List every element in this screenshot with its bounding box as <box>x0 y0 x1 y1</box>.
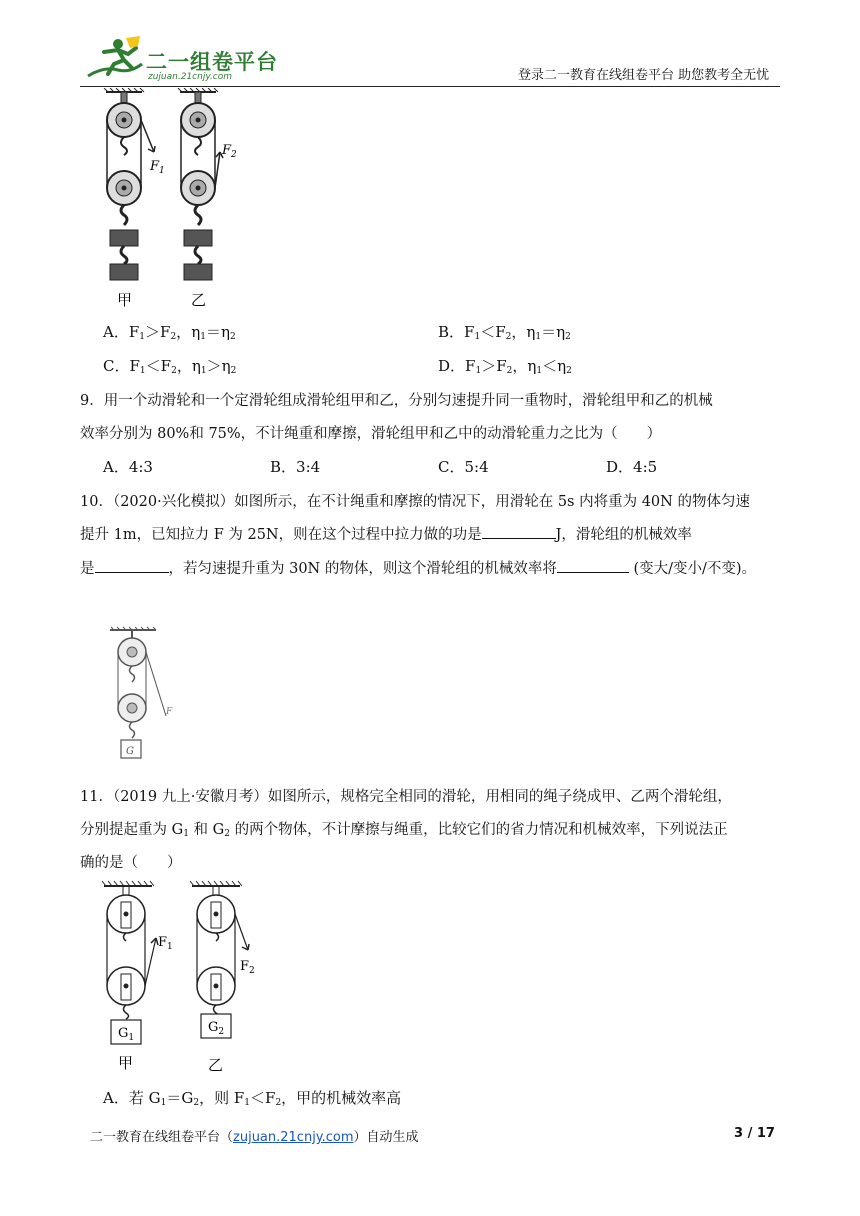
q9-option-a[interactable]: A．4:3 <box>103 458 153 476</box>
q11-stem-line-1: 11．（2019 九上·安徽月考）如图所示，规格完全相同的滑轮，用相同的绳子绕成甲、乙两个滑轮组， <box>80 789 732 805</box>
header-divider <box>80 86 780 87</box>
q11-fig-force-f1: $F_1$ <box>158 935 173 952</box>
q9-stem-line-1: 9．用一个动滑轮和一个定滑轮组成滑轮组甲和乙，分别匀速提升同一重物时，滑轮组甲和乙的机械 <box>80 393 713 409</box>
logo-title: 二一组卷平台 <box>146 50 278 74</box>
fig1-force-f1: $F_1$ <box>150 159 165 176</box>
pulley-figure-q10 <box>106 626 186 764</box>
fig1-force-f2: $F_2$ <box>222 143 237 160</box>
fig1-label-yi: 乙 <box>191 291 207 309</box>
q11-fig-label-jia: 甲 <box>118 1054 134 1072</box>
q11-stem-line-2: 分别提起重为 $G_1$ 和 $G_2$ 的两个物体，不计摩擦与绳重，比较它们的省力情况和机械效率，下列说法正 <box>80 822 728 839</box>
q10-blank-efficiency[interactable] <box>95 558 169 573</box>
q8-option-a[interactable]: A．$F_1>F_2$，$\eta_1=\eta_2$ <box>103 323 236 342</box>
header-slogan: 登录二一教育在线组卷平台 助您教考全无忧 <box>518 68 770 83</box>
q8-option-c[interactable]: C．$F_1<F_2$，$\eta_1>\eta_2$ <box>103 357 237 376</box>
q10-fig-weight: G <box>126 746 134 757</box>
header <box>0 0 860 90</box>
footer-source: 二一教育在线组卷平台（zujuan.21cnjy.com）自动生成 <box>90 1130 419 1145</box>
q9-stem-line-2: 效率分别为 80%和 75%，不计绳重和摩擦，滑轮组甲和乙中的动滑轮重力之比为（ ） <box>80 426 662 442</box>
q8-option-d[interactable]: D．$F_1>F_2$，$\eta_1<\eta_2$ <box>438 357 572 376</box>
q11-option-a[interactable]: A．若 $G_1=G_2$，则 $F_1<F_2$，甲的机械效率高 <box>103 1089 402 1108</box>
page-number: 3 / 17 <box>734 1126 775 1141</box>
q8-option-b[interactable]: B．$F_1<F_2$，$\eta_1=\eta_2$ <box>438 323 571 342</box>
footer-site-link[interactable]: zujuan.21cnjy.com <box>233 1130 354 1145</box>
q10-blank-change[interactable] <box>557 558 629 573</box>
q9-option-d[interactable]: D．4:5 <box>606 458 658 476</box>
q9-option-c[interactable]: C．5:4 <box>438 458 489 476</box>
q11-stem-line-3: 确的是（ ） <box>80 855 182 871</box>
q10-stem-line-2: 提升 1m，已知拉力 F 为 25N，则在这个过程中拉力做的功是 J，滑轮组的机械效率 <box>80 523 692 544</box>
q9-option-b[interactable]: B．3:4 <box>270 458 321 476</box>
q10-stem-line-3: 是 ，若匀速提升重为 30N 的物体，则这个滑轮组的机械效率将 (变大/变小/不变)。 <box>80 557 756 578</box>
q11-pulley-jia <box>102 881 158 1044</box>
pulley-figure-q8 <box>96 88 256 310</box>
logo-subtitle: zujuan.21cnjy.com <box>148 72 233 82</box>
q11-fig-label-yi: 乙 <box>208 1056 224 1074</box>
pulley-figure-q11 <box>98 880 268 1076</box>
q11-box-g1: $G_1$ <box>118 1026 135 1043</box>
q10-blank-work[interactable] <box>482 524 556 539</box>
fig1-label-jia: 甲 <box>117 291 133 309</box>
logo-runner-icon <box>84 36 146 82</box>
q11-fig-force-f2: $F_2$ <box>240 959 255 976</box>
q10-stem-line-1: 10．（2020·兴化模拟）如图所示，在不计绳重和摩擦的情况下，用滑轮在 5s 内将重为 40N 的物体匀速 <box>80 494 750 510</box>
q11-box-g2: $G_2$ <box>208 1020 225 1037</box>
pulley-system-yi <box>178 88 223 280</box>
q10-fig-force: F <box>166 707 173 717</box>
pulley-system-jia <box>104 88 155 280</box>
